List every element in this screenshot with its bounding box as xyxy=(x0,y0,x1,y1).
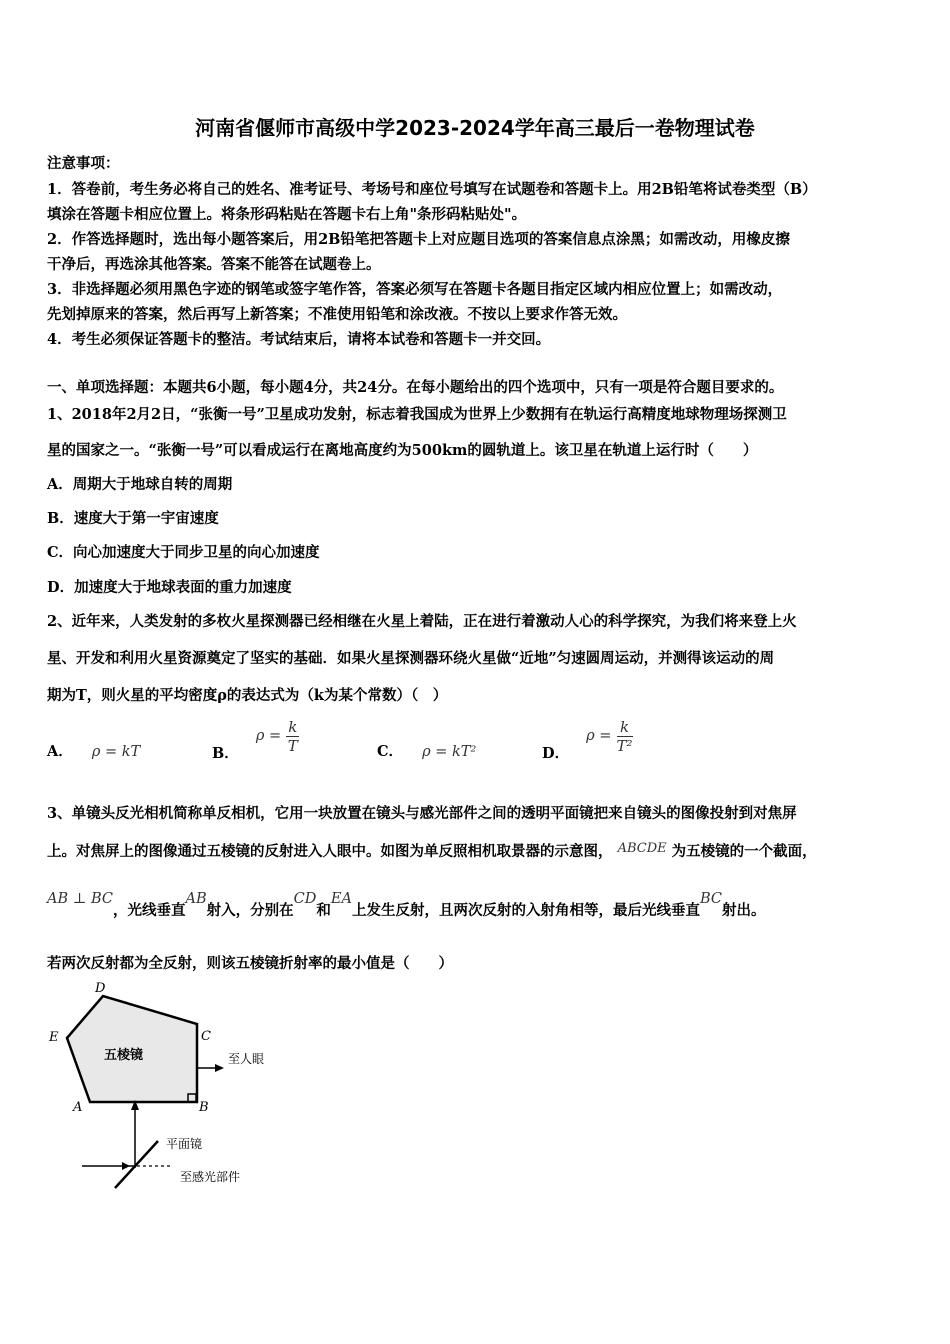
flat-mirror xyxy=(115,1141,158,1188)
q2-option-d-label: D． xyxy=(542,745,570,762)
q2-option-b-denominator: T xyxy=(287,737,298,755)
q3-line-3-text-2: 射入，分别在 xyxy=(206,902,294,919)
q2-option-d-numerator: k xyxy=(617,718,633,737)
q2-option-b-numerator: k xyxy=(288,718,298,736)
notice-line-6: 先划掉原来的答案，然后再写上新答案；不准使用铅笔和涂改液。不按以上要求作答无效。 xyxy=(47,306,627,323)
q2-stem-3: 期为T，则火星的平均密度ρ的表达式为（k为某个常数）（ ） xyxy=(47,687,448,704)
q1-option-a: A．周期大于地球自转的周期 xyxy=(47,476,233,493)
q2-option-b-fraction xyxy=(286,718,299,755)
page-title: 河南省偃师市高级中学2023-2024学年高三最后一卷物理试卷 xyxy=(195,116,755,140)
q2-stem-1: 2、近年来，人类发射的多枚火星探测器已经相继在火星上着陆，正在进行着激动人心的科学探究，为我们将来登上火 xyxy=(47,613,797,630)
notice-heading: 注意事项： xyxy=(47,155,120,172)
q2-option-a xyxy=(47,740,140,761)
q3-math-ea: EA xyxy=(330,891,352,907)
q2-option-a-formula: ρ = kT xyxy=(91,744,141,760)
q3-line-2-text-b: 为五棱镜的一个截面， xyxy=(671,843,817,860)
q2-option-d xyxy=(542,718,633,763)
q2-option-c-label: C． xyxy=(377,743,404,760)
q3-line-3-text-4: 上发生反射，且两次反射的入射角相等，最后光线垂直 xyxy=(351,902,700,919)
notice-line-3: 2．作答选择题时，选出每小题答案后，用2B铅笔把答题卡上对应题目选项的答案信息点涂黑；如需改动，用橡皮擦 xyxy=(47,231,790,248)
q2-option-d-fraction xyxy=(617,718,633,755)
q3-line-3-text-1: ，光线垂直 xyxy=(113,902,186,919)
q2-stem-2: 星、开发和利用火星资源奠定了坚实的基础．如果火星探测器环绕火星做“近地”匀速圆周运动，并测得该运动的周 xyxy=(47,650,775,667)
notice-line-4: 干净后，再选涂其他答案。答案不能答在试题卷上。 xyxy=(47,256,381,273)
q3-line-2-math: ABCDE xyxy=(617,841,667,856)
q2-option-b-lhs: ρ = xyxy=(255,728,282,744)
q2-option-d-lhs: ρ = xyxy=(586,728,612,744)
q3-line-4: 若两次反射都为全反射，则该五棱镜折射率的最小值是（ ） xyxy=(47,955,453,972)
mirror-label: 平面镜 xyxy=(166,1137,203,1151)
q3-math-cd: CD xyxy=(293,891,317,907)
label-b: B xyxy=(199,1100,209,1115)
eye-label: 至人眼 xyxy=(228,1052,265,1066)
pentaprism-diagram xyxy=(40,978,300,1198)
q3-line-1: 3、单镜头反光相机简称单反相机，它用一块放置在镜头与感光部件之间的透明平面镜把来自镜头的图像投射到对焦屏 xyxy=(47,805,797,822)
q1-stem-1: 1、2018年2月2日，“张衡一号”卫星成功发射，标志着我国成为世界上少数拥有在轨运行高精度地球物理场探测卫 xyxy=(47,406,787,423)
ray-arrowhead-in xyxy=(122,1162,130,1170)
label-e: E xyxy=(49,1030,59,1045)
label-c: C xyxy=(201,1029,211,1044)
notice-line-5: 3．非选择题必须用黑色字迹的钢笔或签字笔作答，答案必须写在答题卡各题目指定区域内相应位置上；如需改动， xyxy=(47,281,783,298)
q3-line-2 xyxy=(47,840,817,861)
label-a: A xyxy=(73,1100,83,1115)
q3-line-3-text-3: 和 xyxy=(316,902,331,919)
q2-option-d-denominator: T² xyxy=(616,737,633,755)
q2-option-c-formula: ρ = kT² xyxy=(422,744,477,760)
q1-option-d: D．加速度大于地球表面的重力加速度 xyxy=(47,579,292,596)
q1-option-b: B．速度大于第一宇宙速度 xyxy=(47,510,219,527)
notice-line-7: 4．考生必须保证答题卡的整洁。考试结束后，请将本试卷和答题卡一并交回。 xyxy=(47,331,551,348)
q2-option-c xyxy=(377,740,476,761)
q3-line-2-text-a: 上。对焦屏上的图像通过五棱镜的反射进入人眼中。如图为单反照相机取景器的示意图， xyxy=(47,843,613,860)
q3-math-ab: AB xyxy=(185,891,207,907)
q1-option-c: C．向心加速度大于同步卫星的向心加速度 xyxy=(47,544,320,561)
q2-option-b-label: B． xyxy=(212,745,239,762)
section-heading: 一、单项选择题：本题共6小题，每小题4分，共24分。在每小题给出的四个选项中，只有一项是符合题目要求的。 xyxy=(47,379,784,396)
prism-label: 五棱镜 xyxy=(104,1048,144,1063)
q2-option-a-label: A． xyxy=(47,743,73,760)
notice-line-1: 1．答卷前，考生务必将自己的姓名、准考证号、考场号和座位号填写在试题卷和答题卡上。用2B铅笔将试卷类型（B） xyxy=(47,181,817,198)
q1-stem-2: 星的国家之一。“张衡一号”可以看成运行在离地高度约为500km的圆轨道上。该卫星在轨道上运行时（ ） xyxy=(47,442,758,459)
notice-line-2: 填涂在答题卡相应位置上。将条形码粘贴在答题卡右上角"条形码粘贴处"。 xyxy=(47,206,527,223)
q2-option-b xyxy=(212,718,299,763)
sensor-label: 至感光部件 xyxy=(180,1170,241,1184)
q3-line-3 xyxy=(47,891,766,920)
q3-math-ab-perp-bc: AB ⊥ BC xyxy=(47,891,114,907)
q3-line-3-text-5: 射出。 xyxy=(721,902,766,919)
ray-arrowhead-right xyxy=(215,1064,224,1072)
q3-math-bc: BC xyxy=(699,891,722,907)
label-d: D xyxy=(95,981,106,996)
